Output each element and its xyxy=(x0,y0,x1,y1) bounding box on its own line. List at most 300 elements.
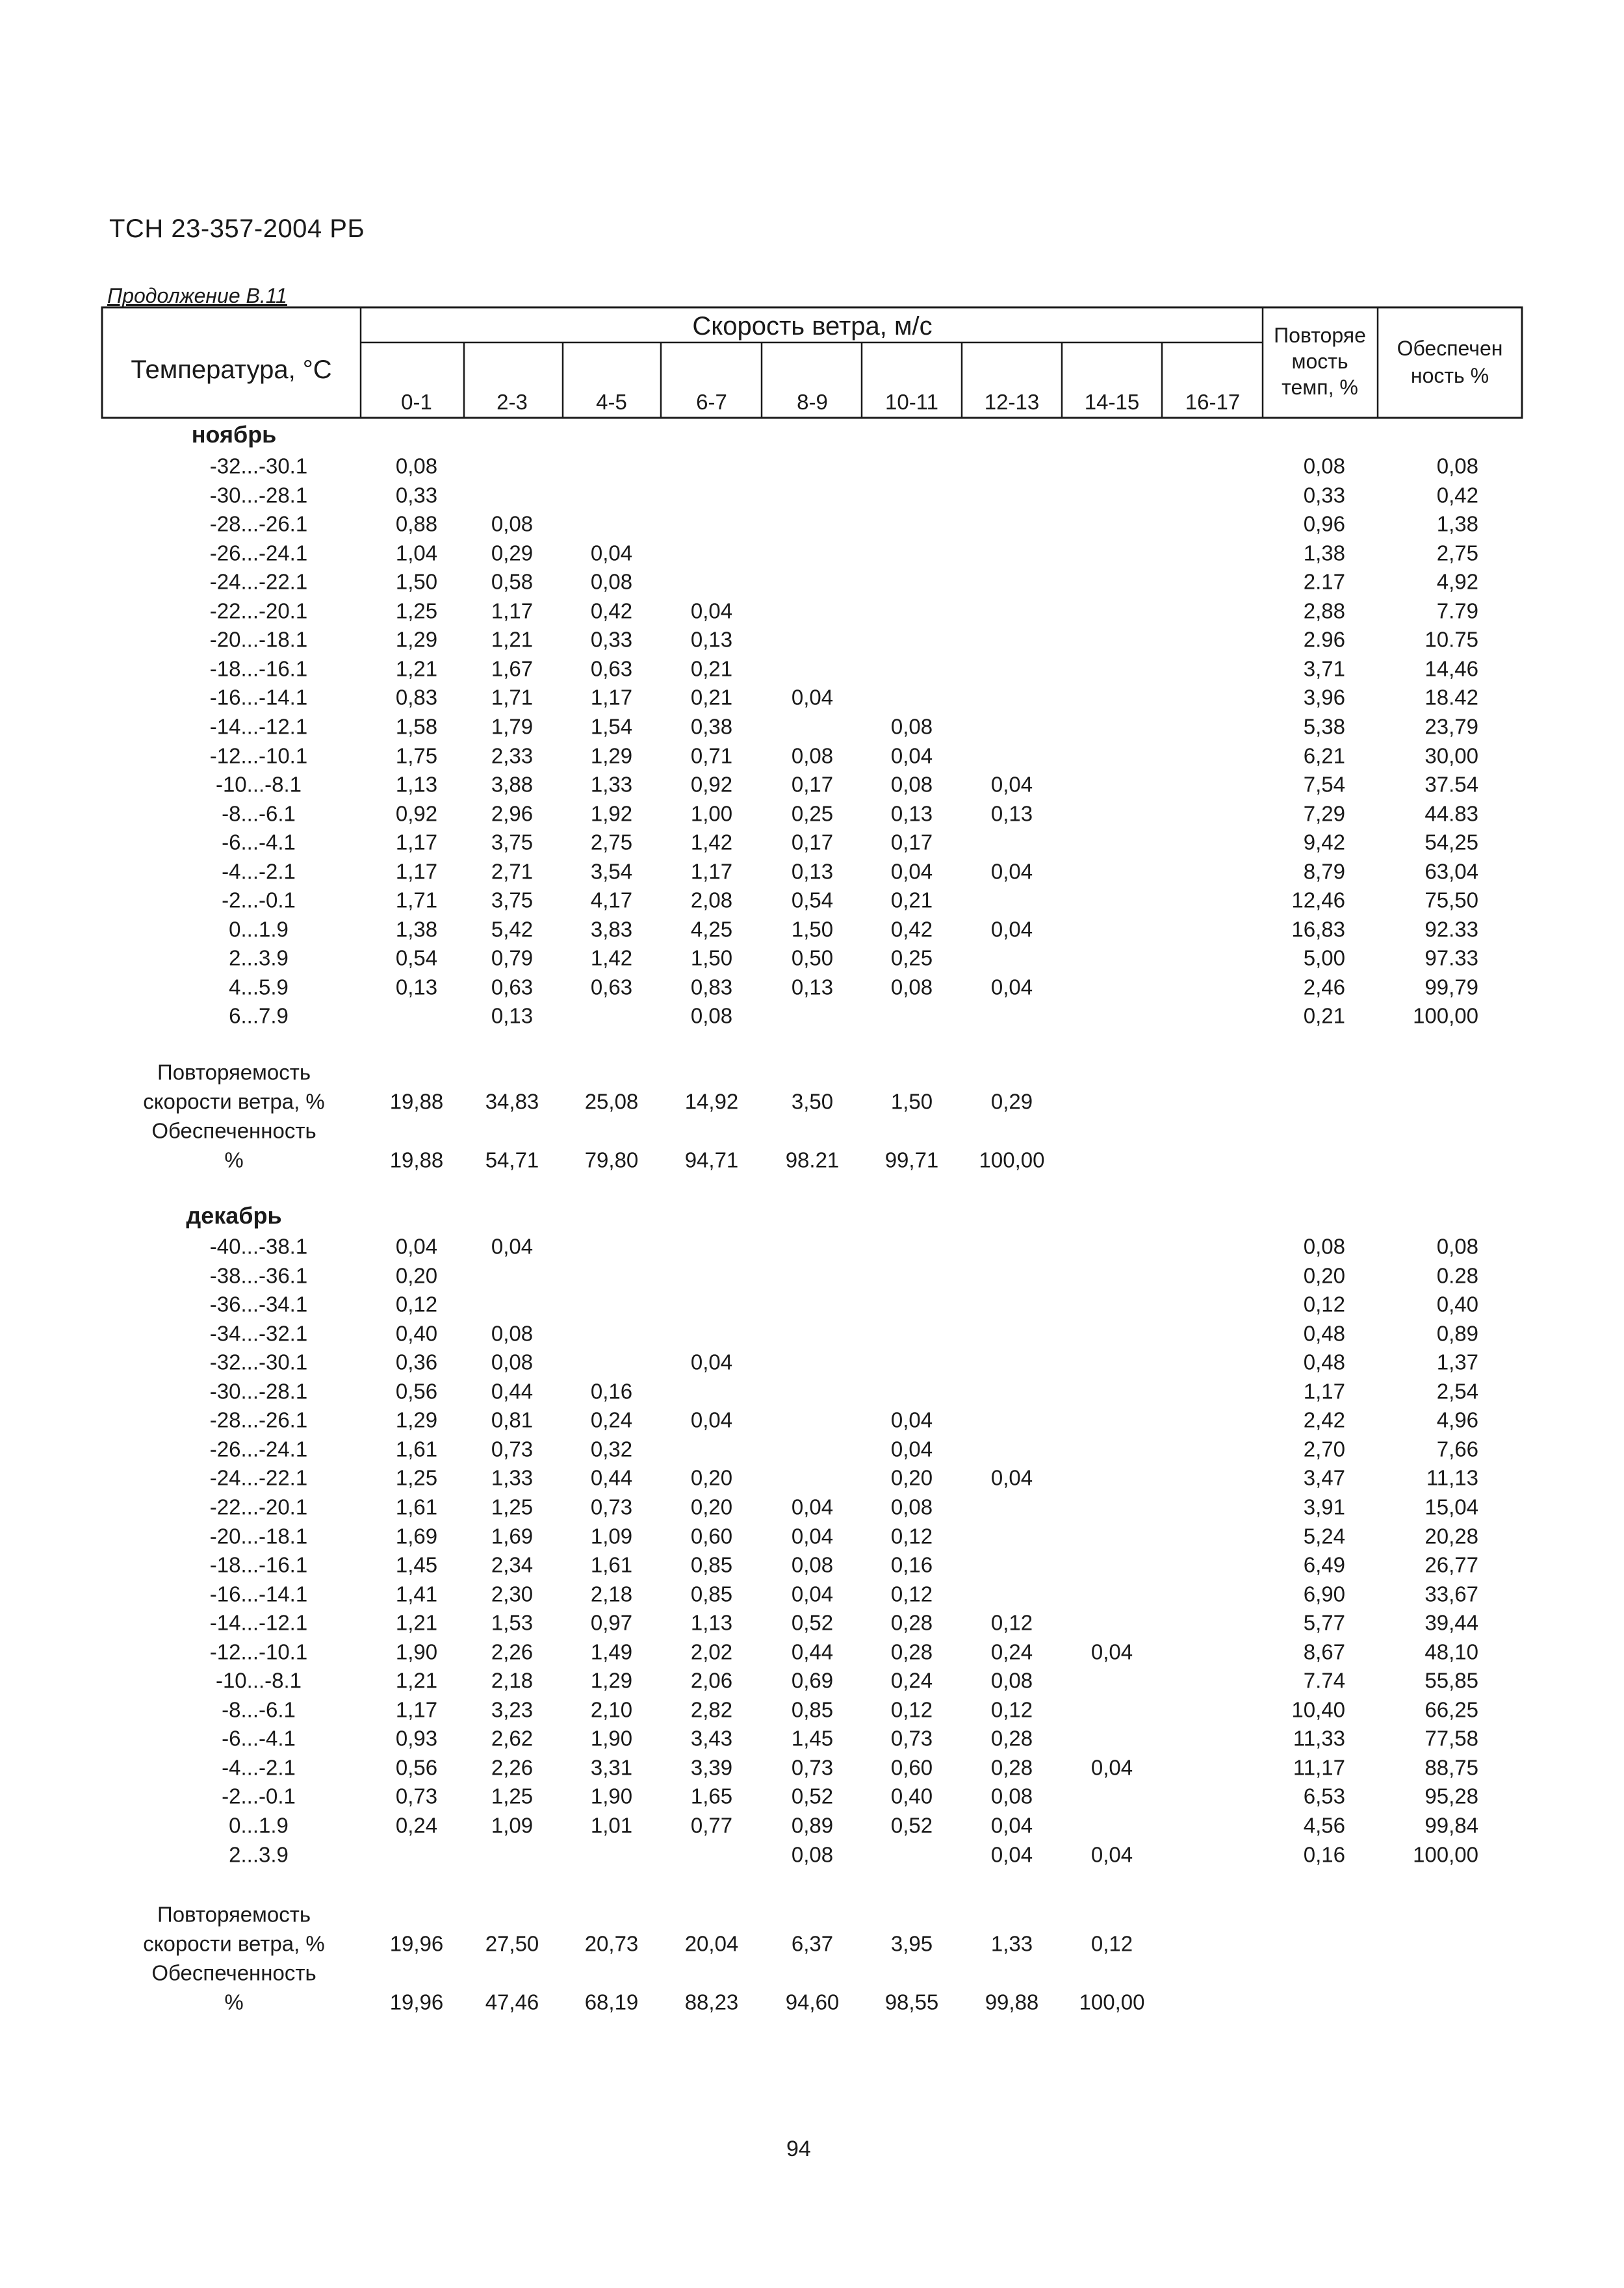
supply-cell: 0,08 xyxy=(1436,454,1478,478)
frequency-cell: 0,40 xyxy=(890,1784,933,1808)
temp-repeat-cell: 6,90 xyxy=(1303,1582,1345,1606)
frequency-cell: 3,31 xyxy=(590,1755,633,1780)
frequency-cell: 0,08 xyxy=(890,975,933,999)
supply-cell: 97.33 xyxy=(1424,945,1478,970)
frequency-cell: 0,33 xyxy=(590,627,633,652)
temperature-range: -26...-24.1 xyxy=(209,1437,308,1461)
temperature-range: 6...7.9 xyxy=(229,1003,289,1028)
frequency-cell: 0,04 xyxy=(690,598,733,623)
temperature-range: -14...-12.1 xyxy=(209,1610,308,1635)
summary-supply-value: 79,80 xyxy=(584,1148,639,1172)
temperature-range: -10...-8.1 xyxy=(215,1668,302,1693)
summary-repeat-value: 1,50 xyxy=(890,1089,933,1114)
frequency-cell: 0,04 xyxy=(791,1524,834,1548)
frequency-cell: 1,29 xyxy=(395,1408,438,1432)
temperature-range: 0...1.9 xyxy=(229,917,289,942)
frequency-cell: 0,44 xyxy=(590,1465,633,1490)
frequency-cell: 0,79 xyxy=(491,945,534,970)
summary-supply-value: 19,88 xyxy=(389,1148,444,1172)
temperature-range: -40...-38.1 xyxy=(209,1234,308,1259)
frequency-cell: 1,50 xyxy=(690,945,733,970)
frequency-cell: 0,08 xyxy=(791,1552,834,1577)
supply-cell: 20,28 xyxy=(1424,1524,1478,1548)
frequency-cell: 0,85 xyxy=(690,1552,733,1577)
supply-cell: 23,79 xyxy=(1424,714,1478,739)
frequency-cell: 0,93 xyxy=(395,1726,438,1751)
temp-repeat-cell: 7.74 xyxy=(1303,1668,1345,1693)
supply-cell: 37.54 xyxy=(1424,772,1478,797)
supply-cell: 48,10 xyxy=(1424,1639,1478,1664)
temp-repeat-cell: 5,77 xyxy=(1303,1610,1345,1635)
frequency-cell: 0,17 xyxy=(791,772,834,797)
supply-cell: 2,54 xyxy=(1436,1379,1478,1404)
frequency-cell: 1,33 xyxy=(491,1465,534,1490)
supply-cell: 15,04 xyxy=(1424,1495,1478,1519)
temp-repeat-cell: 7,54 xyxy=(1303,772,1345,797)
frequency-cell: 0,12 xyxy=(990,1610,1033,1635)
frequency-cell: 1,61 xyxy=(395,1495,438,1519)
continuation-label: Продолжение В.11 xyxy=(107,284,287,307)
frequency-cell: 0,38 xyxy=(690,714,733,739)
frequency-cell: 0,04 xyxy=(491,1234,534,1259)
frequency-cell: 0,92 xyxy=(690,772,733,797)
supply-cell: 0,40 xyxy=(1436,1292,1478,1317)
frequency-cell: 1,42 xyxy=(690,830,733,855)
frequency-cell: 0,50 xyxy=(791,945,834,970)
frequency-cell: 1,50 xyxy=(395,569,438,594)
frequency-cell: 0,04 xyxy=(990,975,1033,999)
temp-repeat-cell: 0,20 xyxy=(1303,1263,1345,1288)
temperature-range: -12...-10.1 xyxy=(209,743,308,767)
frequency-cell: 0,04 xyxy=(990,1465,1033,1490)
frequency-cell: 2,34 xyxy=(491,1552,534,1577)
frequency-cell: 1,29 xyxy=(590,1668,633,1693)
frequency-cell: 0,08 xyxy=(890,714,933,739)
frequency-cell: 2,02 xyxy=(690,1639,733,1664)
frequency-cell: 0,28 xyxy=(990,1755,1033,1780)
frequency-cell: 1,53 xyxy=(491,1610,534,1635)
frequency-cell: 1,50 xyxy=(791,917,834,942)
summary-repeat-value: 19,96 xyxy=(389,1931,444,1956)
frequency-cell: 0,63 xyxy=(491,975,534,999)
temp-repeat-cell: 2,88 xyxy=(1303,598,1345,623)
temp-repeat-cell: 2,42 xyxy=(1303,1408,1345,1432)
frequency-cell: 0,60 xyxy=(690,1524,733,1548)
frequency-cell: 0,28 xyxy=(990,1726,1033,1751)
temp-repeat-cell: 0,48 xyxy=(1303,1321,1345,1346)
supply-cell: 39,44 xyxy=(1424,1610,1478,1635)
summary-repeat-value: 3,50 xyxy=(791,1089,834,1114)
temp-repeat-cell: 12,46 xyxy=(1291,888,1345,912)
summary-supply-value: 54,71 xyxy=(485,1148,539,1172)
frequency-cell: 1,21 xyxy=(395,656,438,681)
frequency-cell: 0,08 xyxy=(890,1495,933,1519)
summary-supply-label: % xyxy=(224,1990,244,2014)
frequency-cell: 0,13 xyxy=(690,627,733,652)
frequency-cell: 1,17 xyxy=(690,859,733,884)
frequency-cell: 0,33 xyxy=(395,483,438,508)
supply-cell: 33,67 xyxy=(1424,1582,1478,1606)
frequency-cell: 0,08 xyxy=(590,569,633,594)
frequency-cell: 2,82 xyxy=(690,1697,733,1722)
supply-cell: 75,50 xyxy=(1424,888,1478,912)
document-code: ТСН 23-357-2004 РБ xyxy=(109,214,365,243)
temp-repeat-cell: 0,08 xyxy=(1303,454,1345,478)
supply-cell: 14,46 xyxy=(1424,656,1478,681)
frequency-cell: 1,21 xyxy=(395,1610,438,1635)
summary-supply-value: 100,00 xyxy=(1079,1990,1145,2014)
frequency-cell: 1,90 xyxy=(590,1726,633,1751)
supply-cell: 4,96 xyxy=(1436,1408,1478,1432)
frequency-cell: 0,12 xyxy=(890,1582,933,1606)
speed-column-2-3: 2-3 xyxy=(496,390,528,414)
frequency-cell: 1,61 xyxy=(590,1552,633,1577)
temperature-range: -32...-30.1 xyxy=(209,454,308,478)
frequency-cell: 0,04 xyxy=(890,1437,933,1461)
summary-supply-value: 94,60 xyxy=(785,1990,840,2014)
summary-repeat-value: 20,73 xyxy=(584,1931,639,1956)
frequency-cell: 2,18 xyxy=(491,1668,534,1693)
temperature-range: -18...-16.1 xyxy=(209,656,308,681)
frequency-cell: 2,18 xyxy=(590,1582,633,1606)
summary-supply-value: 47,46 xyxy=(485,1990,539,2014)
temperature-range: -28...-26.1 xyxy=(209,1408,308,1432)
temperature-range: -36...-34.1 xyxy=(209,1292,308,1317)
supply-cell: 10.75 xyxy=(1424,627,1478,652)
frequency-cell: 3,88 xyxy=(491,772,534,797)
frequency-cell: 0,24 xyxy=(890,1668,933,1693)
summary-repeat-value: 34,83 xyxy=(485,1089,539,1114)
frequency-cell: 0,32 xyxy=(590,1437,633,1461)
supply-cell: 7,66 xyxy=(1436,1437,1478,1461)
temp-repeat-cell: 6,49 xyxy=(1303,1552,1345,1577)
frequency-cell: 1,29 xyxy=(395,627,438,652)
frequency-cell: 2,30 xyxy=(491,1582,534,1606)
frequency-cell: 1,45 xyxy=(395,1552,438,1577)
temperature-range: -16...-14.1 xyxy=(209,685,308,710)
supply-cell: 44.83 xyxy=(1424,801,1478,826)
temp-repeat-cell: 2,46 xyxy=(1303,975,1345,999)
temp-repeat-cell: 1,17 xyxy=(1303,1379,1345,1404)
frequency-cell: 1,75 xyxy=(395,743,438,767)
supply-cell: 100,00 xyxy=(1413,1003,1478,1028)
temperature-range: -22...-20.1 xyxy=(209,598,308,623)
temperature-range: -8...-6.1 xyxy=(222,1697,296,1722)
summary-repeat-value: 27,50 xyxy=(485,1931,539,1956)
temperature-range: -4...-2.1 xyxy=(222,1755,296,1780)
frequency-cell: 1,42 xyxy=(590,945,633,970)
summary-repeat-value: 0,29 xyxy=(990,1089,1033,1114)
frequency-cell: 0,04 xyxy=(1090,1842,1133,1867)
frequency-cell: 0,04 xyxy=(395,1234,438,1259)
frequency-cell: 0,28 xyxy=(890,1639,933,1664)
frequency-cell: 2,62 xyxy=(491,1726,534,1751)
frequency-cell: 1,13 xyxy=(690,1610,733,1635)
frequency-cell: 0,17 xyxy=(890,830,933,855)
temp-repeat-cell: 8,79 xyxy=(1303,859,1345,884)
summary-repeat-value: 0,12 xyxy=(1090,1931,1133,1956)
frequency-cell: 0,13 xyxy=(491,1003,534,1028)
supply-cell: 0,42 xyxy=(1436,483,1478,508)
page-number: 94 xyxy=(786,2137,811,2161)
temp-repeat-cell: 4,56 xyxy=(1303,1813,1345,1838)
frequency-cell: 1,45 xyxy=(791,1726,834,1751)
frequency-cell: 1,17 xyxy=(590,685,633,710)
temperature-range: -22...-20.1 xyxy=(209,1495,308,1519)
frequency-cell: 0,04 xyxy=(990,772,1033,797)
temp-repeat-cell: 6,21 xyxy=(1303,743,1345,767)
frequency-cell: 0,92 xyxy=(395,801,438,826)
frequency-cell: 2,75 xyxy=(590,830,633,855)
temperature-range: -32...-30.1 xyxy=(209,1350,308,1374)
frequency-cell: 1,33 xyxy=(590,772,633,797)
frequency-cell: 1,71 xyxy=(491,685,534,710)
frequency-cell: 1,25 xyxy=(491,1495,534,1519)
summary-supply-value: 99,71 xyxy=(884,1148,939,1172)
frequency-cell: 1,17 xyxy=(395,1697,438,1722)
temperature-range: -14...-12.1 xyxy=(209,714,308,739)
frequency-cell: 2,96 xyxy=(491,801,534,826)
temp-repeat-cell: 3,91 xyxy=(1303,1495,1345,1519)
frequency-cell: 0,13 xyxy=(990,801,1033,826)
frequency-cell: 4,25 xyxy=(690,917,733,942)
repeat-column-header: мость xyxy=(1291,350,1348,373)
frequency-cell: 0,85 xyxy=(690,1582,733,1606)
temp-repeat-cell: 3,47 xyxy=(1303,1465,1345,1490)
temp-repeat-cell: 2.17 xyxy=(1303,569,1345,594)
frequency-cell: 1,01 xyxy=(590,1813,633,1838)
temp-repeat-cell: 8,67 xyxy=(1303,1639,1345,1664)
frequency-cell: 0,04 xyxy=(890,743,933,767)
speed-column-4-5: 4-5 xyxy=(596,390,627,414)
temperature-range: -20...-18.1 xyxy=(209,627,308,652)
frequency-cell: 0,08 xyxy=(791,1842,834,1867)
frequency-cell: 1,71 xyxy=(395,888,438,912)
frequency-cell: 0,71 xyxy=(690,743,733,767)
frequency-cell: 0,83 xyxy=(395,685,438,710)
temp-repeat-cell: 11,33 xyxy=(1293,1726,1345,1751)
frequency-cell: 1,17 xyxy=(395,830,438,855)
summary-repeat-label: Повторяемость xyxy=(157,1060,311,1085)
frequency-cell: 0,08 xyxy=(890,772,933,797)
frequency-cell: 0,24 xyxy=(590,1408,633,1432)
supply-cell: 88,75 xyxy=(1424,1755,1478,1780)
frequency-cell: 0,04 xyxy=(690,1408,733,1432)
frequency-cell: 1,25 xyxy=(395,1465,438,1490)
frequency-cell: 0,97 xyxy=(590,1610,633,1635)
frequency-cell: 2,08 xyxy=(690,888,733,912)
frequency-cell: 0,04 xyxy=(590,541,633,565)
summary-repeat-value: 19,88 xyxy=(389,1089,444,1114)
speed-column-0-1: 0-1 xyxy=(401,390,432,414)
frequency-cell: 0,04 xyxy=(791,685,834,710)
frequency-cell: 0,21 xyxy=(890,888,933,912)
temp-repeat-cell: 5,38 xyxy=(1303,714,1345,739)
temp-repeat-cell: 0,96 xyxy=(1303,511,1345,536)
temp-repeat-cell: 9,42 xyxy=(1303,830,1345,855)
temperature-range: -6...-4.1 xyxy=(222,830,296,855)
frequency-cell: 0,20 xyxy=(395,1263,438,1288)
frequency-cell: 0,08 xyxy=(690,1003,733,1028)
temperature-range: -18...-16.1 xyxy=(209,1552,308,1577)
speed-column-12-13: 12-13 xyxy=(984,390,1040,414)
repeat-column-header: темп, % xyxy=(1282,376,1358,399)
temperature-range: -30...-28.1 xyxy=(209,1379,308,1404)
summary-repeat-value: 6,37 xyxy=(791,1931,834,1956)
temperature-range: 0...1.9 xyxy=(229,1813,289,1838)
frequency-cell: 0,52 xyxy=(791,1610,834,1635)
supply-cell: 4,92 xyxy=(1436,569,1478,594)
frequency-cell: 1,29 xyxy=(590,743,633,767)
temp-repeat-cell: 11,17 xyxy=(1293,1755,1345,1780)
supply-cell: 54,25 xyxy=(1424,830,1478,855)
supply-cell: 1,37 xyxy=(1436,1350,1478,1374)
frequency-cell: 3,54 xyxy=(590,859,633,884)
frequency-cell: 1,79 xyxy=(491,714,534,739)
summary-supply-value: 19,96 xyxy=(389,1990,444,2014)
frequency-cell: 0,12 xyxy=(395,1292,438,1317)
frequency-cell: 1,09 xyxy=(590,1524,633,1548)
frequency-cell: 0,63 xyxy=(590,975,633,999)
temp-repeat-cell: 0,48 xyxy=(1303,1350,1345,1374)
frequency-cell: 0,42 xyxy=(890,917,933,942)
frequency-cell: 0,08 xyxy=(990,1784,1033,1808)
frequency-cell: 0,56 xyxy=(395,1755,438,1780)
summary-repeat-value: 14,92 xyxy=(684,1089,739,1114)
summary-supply-label: Обеспеченность xyxy=(151,1118,316,1143)
supply-cell: 100,00 xyxy=(1413,1842,1478,1867)
speed-column-14-15: 14-15 xyxy=(1084,390,1140,414)
frequency-cell: 0,81 xyxy=(491,1408,534,1432)
frequency-cell: 0,63 xyxy=(590,656,633,681)
temperature-range: 2...3.9 xyxy=(229,1842,289,1867)
frequency-cell: 0,08 xyxy=(491,511,534,536)
summary-repeat-value: 25,08 xyxy=(584,1089,639,1114)
frequency-cell: 0,60 xyxy=(890,1755,933,1780)
supply-cell: 66,25 xyxy=(1424,1697,1478,1722)
frequency-cell: 1,65 xyxy=(690,1784,733,1808)
supply-cell: 0,08 xyxy=(1436,1234,1478,1259)
supply-cell: 55,85 xyxy=(1424,1668,1478,1693)
frequency-cell: 0,04 xyxy=(990,1813,1033,1838)
frequency-cell: 0,04 xyxy=(791,1495,834,1519)
supply-cell: 63,04 xyxy=(1424,859,1478,884)
frequency-cell: 0,13 xyxy=(791,859,834,884)
temperature-range: -28...-26.1 xyxy=(209,511,308,536)
frequency-cell: 0,40 xyxy=(395,1321,438,1346)
speed-column-6-7: 6-7 xyxy=(696,390,727,414)
frequency-cell: 0,16 xyxy=(590,1379,633,1404)
temp-repeat-cell: 0,21 xyxy=(1303,1003,1345,1028)
frequency-cell: 0,13 xyxy=(791,975,834,999)
frequency-cell: 0,20 xyxy=(690,1465,733,1490)
summary-supply-value: 98.21 xyxy=(785,1148,840,1172)
frequency-cell: 0,20 xyxy=(690,1495,733,1519)
frequency-cell: 1,00 xyxy=(690,801,733,826)
summary-supply-label: Обеспеченность xyxy=(151,1960,316,1985)
temp-repeat-cell: 7,29 xyxy=(1303,801,1345,826)
repeat-column-header: Повторяе xyxy=(1274,324,1366,347)
frequency-cell: 0,52 xyxy=(791,1784,834,1808)
temperature-range: -16...-14.1 xyxy=(209,1582,308,1606)
frequency-cell: 3,83 xyxy=(590,917,633,942)
frequency-cell: 1,25 xyxy=(491,1784,534,1808)
frequency-cell: 0,04 xyxy=(690,1350,733,1374)
frequency-cell: 3,39 xyxy=(690,1755,733,1780)
summary-repeat-label: скорости ветра, % xyxy=(143,1089,325,1114)
frequency-cell: 0,16 xyxy=(890,1552,933,1577)
frequency-cell: 0,08 xyxy=(990,1668,1033,1693)
temp-repeat-cell: 0,33 xyxy=(1303,483,1345,508)
temperature-range: -2...-0.1 xyxy=(222,1784,296,1808)
summary-repeat-value: 3,95 xyxy=(890,1931,933,1956)
frequency-cell: 0,29 xyxy=(491,541,534,565)
frequency-cell: 0,73 xyxy=(791,1755,834,1780)
summary-repeat-label: скорости ветра, % xyxy=(143,1931,325,1956)
frequency-cell: 1,21 xyxy=(395,1668,438,1693)
frequency-cell: 0,85 xyxy=(791,1697,834,1722)
frequency-cell: 0,12 xyxy=(890,1524,933,1548)
temp-repeat-cell: 2.96 xyxy=(1303,627,1345,652)
frequency-cell: 1,90 xyxy=(590,1784,633,1808)
frequency-cell: 0,08 xyxy=(791,743,834,767)
speed-column-8-9: 8-9 xyxy=(797,390,828,414)
frequency-cell: 0,04 xyxy=(1090,1755,1133,1780)
frequency-cell: 0,08 xyxy=(491,1350,534,1374)
supply-cell: 2,75 xyxy=(1436,541,1478,565)
temperature-range: -24...-22.1 xyxy=(209,569,308,594)
frequency-cell: 1,25 xyxy=(395,598,438,623)
frequency-cell: 1,41 xyxy=(395,1582,438,1606)
temperature-range: -24...-22.1 xyxy=(209,1465,308,1490)
summary-supply-value: 100,00 xyxy=(979,1148,1045,1172)
temperature-range: -26...-24.1 xyxy=(209,541,308,565)
frequency-cell: 0,69 xyxy=(791,1668,834,1693)
frequency-cell: 0,73 xyxy=(395,1784,438,1808)
frequency-cell: 1,58 xyxy=(395,714,438,739)
frequency-cell: 0,36 xyxy=(395,1350,438,1374)
frequency-cell: 0,88 xyxy=(395,511,438,536)
supply-cell: 92.33 xyxy=(1424,917,1478,942)
temp-repeat-cell: 2,70 xyxy=(1303,1437,1345,1461)
frequency-cell: 0,21 xyxy=(690,685,733,710)
frequency-cell: 2,26 xyxy=(491,1639,534,1664)
frequency-cell: 0,04 xyxy=(890,859,933,884)
frequency-cell: 1,69 xyxy=(491,1524,534,1548)
frequency-cell: 1,90 xyxy=(395,1639,438,1664)
temp-repeat-cell: 16,83 xyxy=(1291,917,1345,942)
frequency-cell: 0,04 xyxy=(990,1842,1033,1867)
temperature-range: -4...-2.1 xyxy=(222,859,296,884)
supply-cell: 0,89 xyxy=(1436,1321,1478,1346)
wind-speed-header: Скорость ветра, м/с xyxy=(692,312,933,341)
frequency-cell: 0,04 xyxy=(990,859,1033,884)
frequency-cell: 5,42 xyxy=(491,917,534,942)
frequency-cell: 0,04 xyxy=(791,1582,834,1606)
frequency-cell: 1,04 xyxy=(395,541,438,565)
temperature-range: -6...-4.1 xyxy=(222,1726,296,1751)
supply-cell: 99,79 xyxy=(1424,975,1478,999)
frequency-cell: 2,06 xyxy=(690,1668,733,1693)
month-title: декабрь xyxy=(186,1202,282,1229)
supply-cell: 26,77 xyxy=(1424,1552,1478,1577)
supply-cell: 99,84 xyxy=(1424,1813,1478,1838)
frequency-cell: 1,38 xyxy=(395,917,438,942)
summary-repeat-value: 1,33 xyxy=(990,1931,1033,1956)
frequency-cell: 1,17 xyxy=(395,859,438,884)
frequency-cell: 1,69 xyxy=(395,1524,438,1548)
temperature-range: -10...-8.1 xyxy=(215,772,302,797)
